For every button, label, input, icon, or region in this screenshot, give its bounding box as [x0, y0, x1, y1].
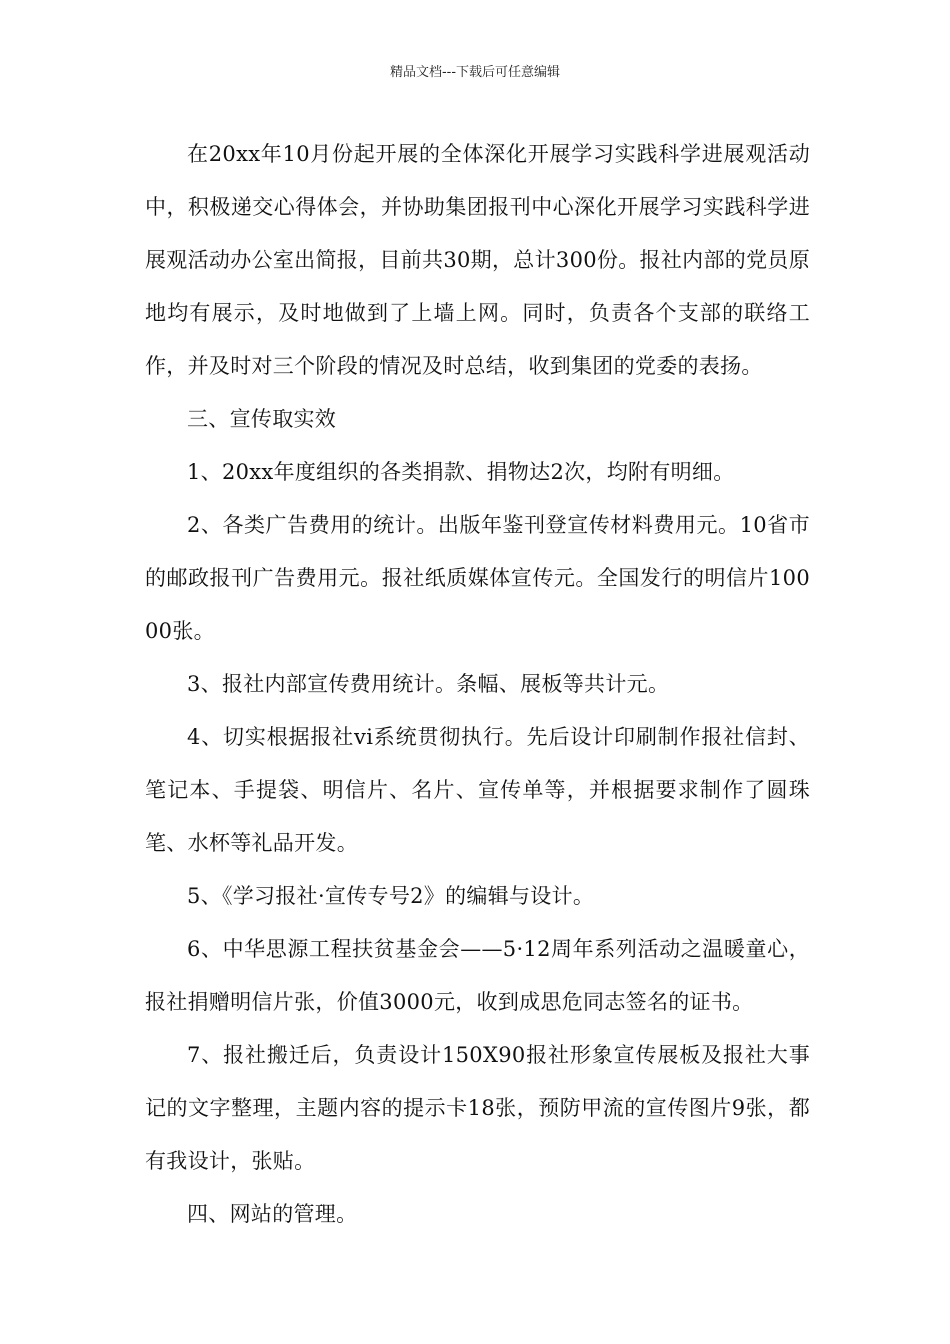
list-item-relocation-design: 7、报社搬迁后，负责设计150X90报社形象宣传展板及报社大事记的文字整理，主题内容的提示卡18张，预防甲流的宣传图片9张，都有我设计，张贴。 [145, 1043, 810, 1173]
document-body [145, 128, 810, 1241]
list-item-advertising-costs: 2、各类广告费用的统计。出版年鉴刊登宣传材料费用元。10省市的邮政报刊广告费用元。报社纸质媒体宣传元。全国发行的明信片10000张。 [145, 513, 810, 643]
paragraph-study-activity: 在20xx年10月份起开展的全体深化开展学习实践科学进展观活动中，积极递交心得体会，并协助集团报刊中心深化开展学习实践科学进展观活动办公室出简报，目前共30期，总计300份。报社内部的党员原地均有展示，及时地做到了上墙上网。同时，负责各个支部的联络工作，并及时对三个阶段的情况及时总结，收到集团的党委的表扬。 [145, 142, 810, 378]
list-item-vi-system: 4、切实根据报社vi系统贯彻执行。先后设计印刷制作报社信封、笔记本、手提袋、明信片、名片、宣传单等，并根据要求制作了圆珠笔、水杯等礼品开发。 [145, 725, 810, 855]
section-heading-publicity: 三、宣传取实效 [187, 407, 337, 431]
list-item-special-issue: 5、《学习报社·宣传专号2》的编辑与设计。 [187, 884, 595, 908]
list-item-internal-publicity: 3、报社内部宣传费用统计。条幅、展板等共计元。 [187, 672, 670, 696]
list-item-charity-foundation: 6、中华思源工程扶贫基金会——5·12周年系列活动之温暖童心，报社捐赠明信片张，价值3000元，收到成思危同志签名的证书。 [145, 937, 810, 1014]
list-item-donations: 1、20xx年度组织的各类捐款、捐物达2次，均附有明细。 [187, 460, 735, 484]
page-header: 精品文档---下载后可任意编辑 [389, 65, 561, 80]
section-heading-website: 四、网站的管理。 [187, 1202, 358, 1226]
